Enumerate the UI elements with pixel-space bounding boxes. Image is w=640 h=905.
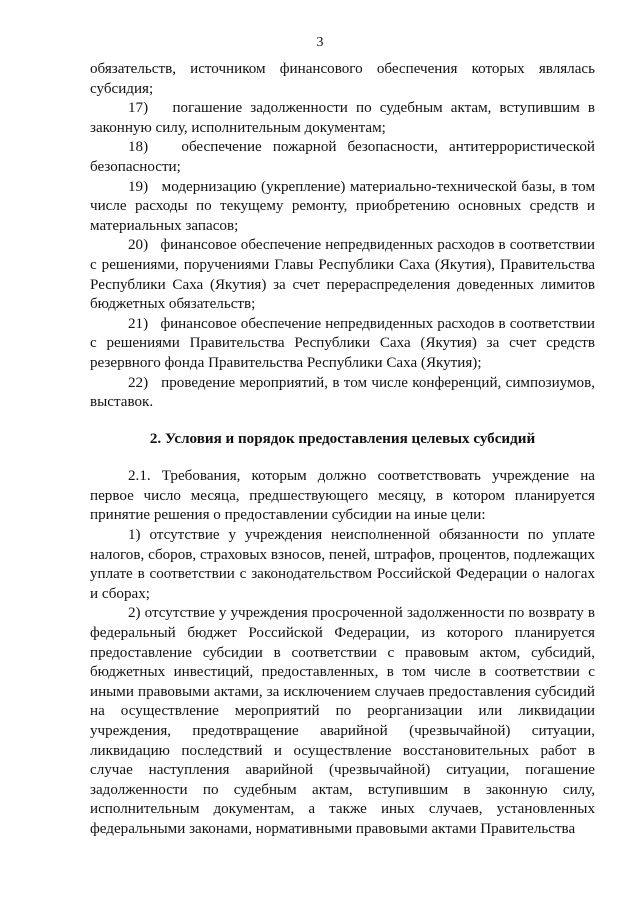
document-body (90, 60, 595, 840)
list-item-22: 22) проведение мероприятий, в том числе конференций, симпозиумов, выставок. (90, 374, 595, 411)
page-number: 3 (316, 35, 324, 50)
requirement-2: 2) отсутствие у учреждения просроченной задолженности по возврату в федеральный бюджет Российской Федерации, из которого планируется предоставление субсидии в соответствии с правовым актом, субсидий, бюджетных инвестиций, предоставленных, в том числе в соответствии с иными правовыми актами, за исключением случаев предоставления субсидий на осуществление мероприятий по реорганизации или ликвидации учреждения, предотвращение аварийной (чрезвычайной) ситуации, ликвидацию последствий и осуществление восстановительных работ в случае наступления аварийной (чрезвычайной) ситуации, погашение задолженности по судебным актам, вступившим в законную силу, исполнительным документам, а также иных случаев, установленных федеральными законами, нормативными правовыми актами Правительства (90, 605, 595, 837)
section-heading: 2. Условия и порядок предоставления целевых субсидий (149, 430, 536, 447)
conditions-block (90, 467, 595, 839)
list-item-18: 18) обеспечение пожарной безопасности, антитеррористической безопасности; (90, 139, 595, 175)
list-item-21: 21) финансовое обеспечение непредвиденных расходов в соответствии с решениями Правительства Республики Саха (Якутия) за счет средств резервного фонда Правительства Республики Саха (Якутия); (90, 315, 595, 371)
list-block (90, 60, 595, 413)
list-item-16-continued: обязательств, источником финансового обеспечения которых являлась субсидия; (90, 61, 595, 97)
list-item-20: 20) финансовое обеспечение непредвиденных расходов в соответствии с решениями, поручениями Главы Республики Саха (Якутия), Правительства Республики Саха (Якутия) за счет перераспределения доведенных лимитов бюджетных обязательств; (90, 237, 595, 313)
clause-2-1: 2.1. Требования, которым должно соответствовать учреждение на первое число месяца, предшествующего месяцу, в котором планируется принятие решения о предоставлении субсидии на иные цели: (90, 468, 595, 524)
list-item-17: 17) погашение задолженности по судебным актам, вступившим в законную силу, исполнительным документам; (90, 100, 595, 136)
list-item-19: 19) модернизацию (укрепление) материально-технической базы, в том числе расходы по текущему ремонту, приобретению основных средств и материальных запасов; (90, 178, 595, 234)
requirement-1: 1) отсутствие у учреждения неисполненной обязанности по уплате налогов, сборов, страховых взносов, пеней, штрафов, процентов, подлежащих уплате в соответствии с законодательством Российской Федерации о налогах и сборах; (90, 527, 595, 602)
